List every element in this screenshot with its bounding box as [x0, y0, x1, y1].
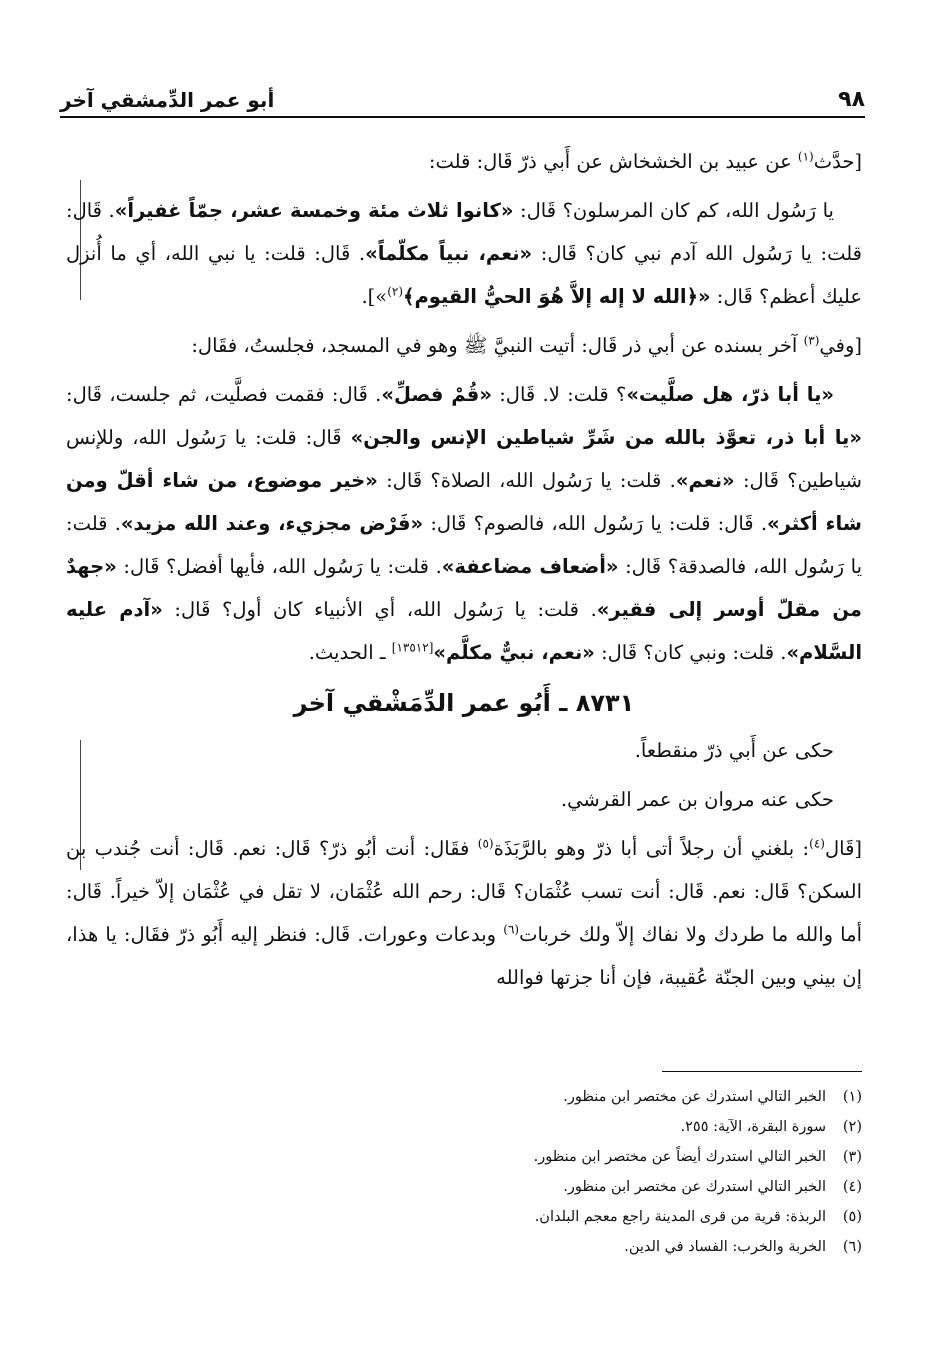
- footnote-number: (١): [842, 1089, 862, 1105]
- footnote-number: (٥): [842, 1209, 862, 1225]
- text-run: [قَال: [824, 837, 862, 860]
- footnote: [200, 1172, 862, 1202]
- final-paragraph: [66, 827, 862, 999]
- quoted-text: «جهدٌ من مقلّ أوسر إلى فقير»: [66, 555, 862, 621]
- paragraph: [66, 140, 862, 183]
- footnote-text: الربذة: قرية من قرى المدينة راجع معجم البلدان.: [534, 1209, 826, 1225]
- quoted-text: «قُمْ فصلِّ»: [381, 383, 492, 406]
- footnote: [200, 1142, 862, 1172]
- footnote-ref[interactable]: (٤): [809, 836, 825, 851]
- text-run: . قَال: قلت: يا نبي الله، أي ما أُنزل عليك أعظم؟ قَال:: [66, 242, 862, 308]
- running-title: أبو عمر الدِّمشقي آخر: [60, 88, 275, 112]
- footnote-ref[interactable]: (٢): [387, 284, 404, 299]
- footnote-number: (٦): [842, 1239, 862, 1255]
- footnote-ref[interactable]: (١): [797, 149, 814, 164]
- text-run: . قلت: يا رَسُول الله، الصلاة؟ قَال:: [377, 469, 676, 492]
- text-run: . قلت: يا رَسُول الله، أي الأنبياء كان أول؟ قَال:: [162, 598, 597, 621]
- text-run: . قَال: قلت: يا رَسُول الله آدم نبي كان؟ قَال:: [66, 199, 862, 265]
- text-run: ؟ قلت: لا. قَال:: [491, 383, 627, 406]
- footnote-text: الخربة والخرب: الفساد في الدين.: [624, 1239, 826, 1255]
- text-run: : بلغني أن رجلاً أتى أبا ذرّ وهو بالرَّبَذَة: [493, 837, 810, 860]
- quoted-text: «خير موضوع، من شاء أقلّ ومن شاء أكثر»: [66, 469, 862, 535]
- page-number: ٩٨: [838, 87, 865, 112]
- footnote: [200, 1082, 862, 1112]
- quoted-text: «يا أبا ذر، تعوَّذ بالله من شَرِّ شياطين الإنس والجن»: [350, 426, 862, 449]
- footnote-text: الخبر التالي استدرك أيضاً عن مختصر ابن منظور.: [533, 1149, 826, 1165]
- text-run: وبدعات وعورات. قَال: فنظر إليه أَبُو ذرّ فقَال: يا هذا، إن بيني وبين الجنّة عُقيبة، فإن أنا جزتها فوالله: [66, 923, 862, 989]
- text-run: . قلت: يا رَسُول الله، فأيها أفضل؟ قَال:: [116, 555, 442, 578]
- quoted-text: «أضعاف مضاعفة»: [441, 555, 619, 578]
- entry-line-2: حكى عنه مروان بن عمر القرشي.: [560, 788, 834, 811]
- text-run: آخر بسنده عن أبي ذر قَال: أتيت النبيَّ ﷺ وهو في المسجد، فجلستُ، فقَال:: [191, 334, 804, 357]
- quoted-text: «﴿الله لا إله إلاَّ هُوَ الحيُّ القيوم﴾: [403, 285, 711, 308]
- hadith-paragraphs: [66, 140, 862, 674]
- footnote-text: الخبر التالي استدرك عن مختصر ابن منظور.: [563, 1179, 826, 1195]
- quoted-text: «كانوا ثلاث مئة وخمسة عشر، جمّاً غفيراً»: [114, 199, 514, 222]
- quoted-text: «نعم، نبياً مكلّماً»: [365, 242, 533, 265]
- footnote-ref[interactable]: (٥): [477, 836, 494, 851]
- text-run: . قلت: ونبي كان؟ قَال:: [594, 641, 787, 664]
- footnote: [200, 1202, 862, 1232]
- text-run: يا رَسُول الله، كم كان المرسلون؟ قَال:: [513, 199, 834, 222]
- footnote-ref[interactable]: (٦): [503, 922, 520, 937]
- text-run: عن عبيد بن الخشخاش عن أَبي ذرّ قَال: قلت:: [428, 150, 798, 173]
- footnote-number: (٢): [842, 1119, 862, 1135]
- footnote-text: سورة البقرة، الآية: ٢٥٥.: [680, 1119, 826, 1135]
- text-run: . قَال: فقمت فصلَّيت، ثم جلست، قَال:: [66, 383, 382, 406]
- quoted-text: «آدم عليه السَّلام»: [66, 598, 862, 664]
- text-run: . قَال: قلت: يا رَسُول الله، فالصوم؟ قَال:: [423, 512, 768, 535]
- footnotes: [200, 1082, 862, 1262]
- page-header: [60, 78, 865, 118]
- text-run: قَال: قلت: يا رَسُول الله، وللإنس شياطين؟ قَال:: [66, 426, 862, 492]
- footnote-ref[interactable]: [١٣٥١٢]: [391, 640, 434, 655]
- footnote-number: (٣): [842, 1149, 862, 1165]
- text-run: »].: [361, 285, 388, 308]
- text-run: . قلت: يا رَسُول الله، فالصدقة؟ قَال:: [66, 512, 862, 578]
- quoted-text: «يا أبا ذرّ، هل صلَّيت»: [626, 383, 835, 406]
- quoted-text: «نعم، نبيٌّ مكلَّم»: [433, 641, 595, 664]
- footnote: [200, 1232, 862, 1262]
- paragraph: [66, 373, 862, 674]
- text-run: ـ الحديث.: [308, 641, 392, 664]
- footnote-text: الخبر التالي استدرك عن مختصر ابن منظور.: [563, 1089, 826, 1105]
- footnote-ref[interactable]: (٣): [803, 333, 820, 348]
- text-run: [وفي: [819, 334, 862, 357]
- text-run: فقَال: أنت أبُو ذرّ؟ قَال: نعم. قَال: أنت جُندب بن السكن؟ قَال: نعم. قَال: أنت تسب عُثْمَان؟ قَال: رحم الله عُثْمَان، لا تقل في عُثْمَان إلاّ خيراً. قَال: أما والله ما طردك ولا نفاك إلاّ ولك خربات: [66, 837, 862, 946]
- quoted-text: «نعم»: [675, 469, 735, 492]
- entry-title: ٨٧٣١ ـ أَبُو عمر الدِّمَشْقي آخر: [293, 689, 635, 717]
- text-run: [حدَّث: [813, 150, 862, 173]
- footnote: [200, 1112, 862, 1142]
- quoted-text: «فَرْض مجزيء، وعند الله مزيد»: [120, 512, 424, 535]
- paragraph: [66, 324, 862, 367]
- footnote-number: (٤): [842, 1179, 862, 1195]
- paragraph: [66, 189, 862, 318]
- entry-line-1: حكى عن أَبي ذرّ منقطعاً.: [634, 739, 834, 762]
- main-text: [66, 140, 862, 1005]
- footnote-divider: [662, 1071, 862, 1072]
